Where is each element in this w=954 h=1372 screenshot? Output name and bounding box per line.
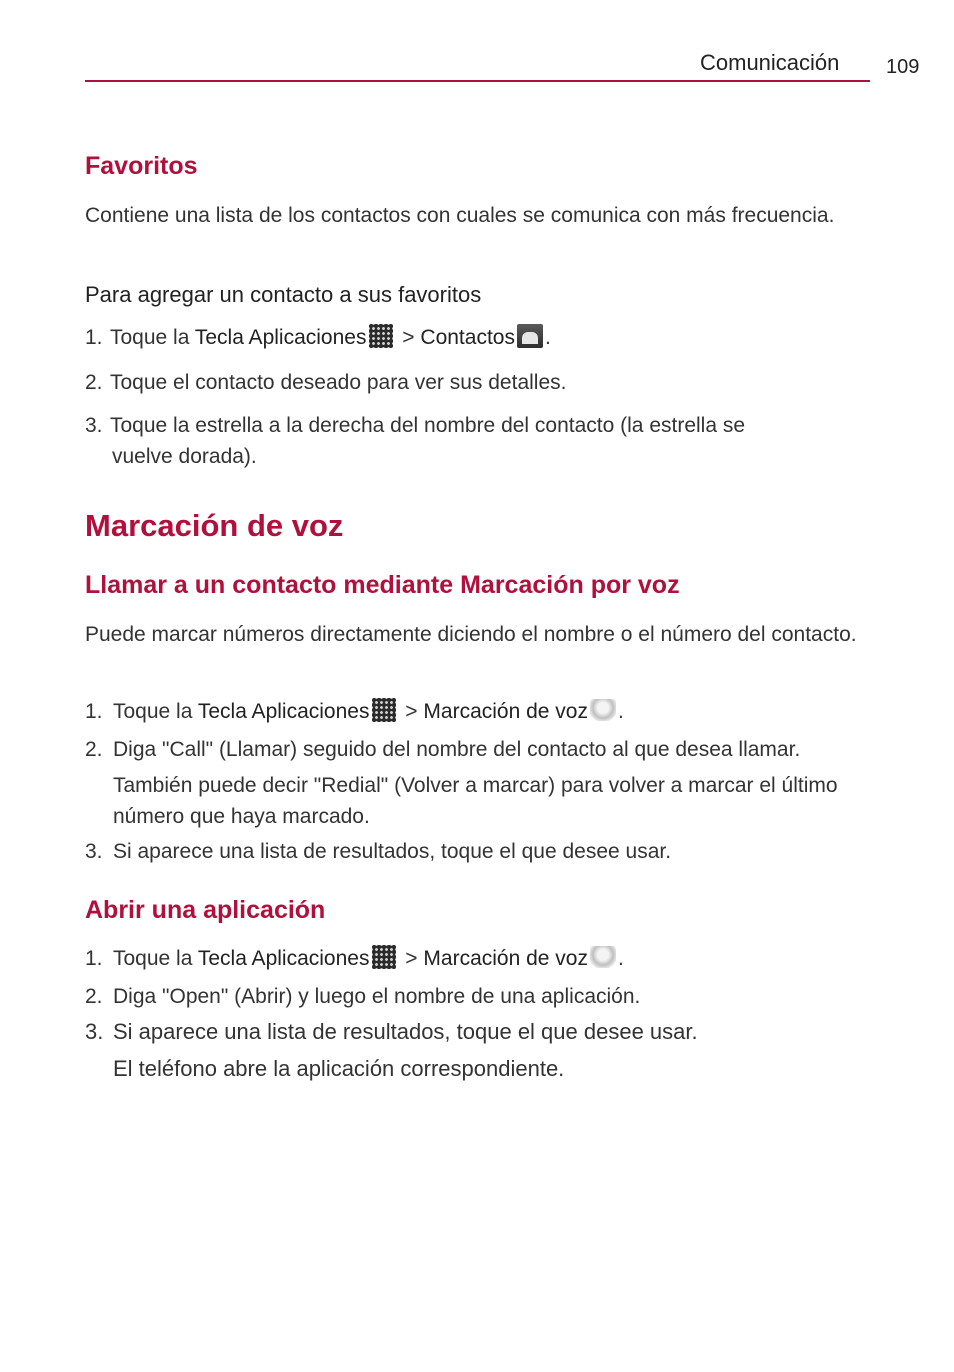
page-number: 109 [886,56,920,78]
contacts-icon [517,324,543,348]
favoritos-intro: Contiene una lista de los contactos con cuales se comunica con más frecuencia. [85,204,835,227]
marcacion-heading: Marcación de voz [85,508,344,543]
step-text: Toque la [110,326,195,349]
favoritos-step-2 [85,367,875,398]
step-separator: > [399,947,424,970]
step-end: . [544,326,551,349]
favoritos-heading: Favoritos [85,152,198,180]
llamar-intro: Puede marcar números directamente diciendo el nombre o el número del contacto. [85,623,857,646]
step-number: 3. [85,1019,104,1044]
step-number: 2. [85,738,103,761]
apps-grid-icon [372,698,396,722]
llamar-step-2 [85,734,875,765]
step-number: 1. [85,947,103,970]
voice-dialer-icon [590,946,616,968]
step-number: 1. [85,700,103,723]
step-number: 3. [85,840,103,863]
favoritos-step-1 [85,322,875,353]
step-text: Toque el contacto deseado para ver sus detalles. [110,371,567,394]
favoritos-step-3 [85,410,875,441]
step-number: 2. [85,985,103,1008]
voice-dialer-label: Marcación de voz [423,700,588,723]
step-text: Diga "Call" (Llamar) seguido del nombre del contacto al que desea llamar. [113,738,801,761]
step-number: 2. [85,371,103,394]
llamar-step-3 [85,836,875,867]
llamar-step-1 [85,696,875,727]
step-text: Toque la [113,700,198,723]
step-separator: > [399,700,424,723]
apps-key-label: Tecla Aplicaciones [194,326,367,349]
step-end: . [617,700,624,723]
abrir-step-2 [85,981,875,1012]
abrir-note: El teléfono abre la aplicación correspondiente. [113,1056,565,1081]
abrir-heading: Abrir una aplicación [85,896,326,924]
llamar-note: También puede decir "Redial" (Volver a marcar) para volver a marcar el último número que haya marcado. [113,774,838,828]
contacts-label: Contactos [420,326,515,349]
voice-dialer-icon [590,699,616,721]
abrir-step-3 [85,1016,875,1047]
header-divider [85,80,870,82]
header-section-title: Comunicación [700,50,840,75]
voice-dialer-label: Marcación de voz [423,947,588,970]
apps-key-label: Tecla Aplicaciones [197,947,370,970]
step-text: Si aparece una lista de resultados, toque el que desee usar. [113,840,672,863]
step-number: 3. [85,414,103,437]
apps-key-label: Tecla Aplicaciones [197,700,370,723]
step-end: . [617,947,624,970]
step-separator: > [396,326,421,349]
step-text: Diga "Open" (Abrir) y luego el nombre de una aplicación. [113,985,641,1008]
step-text: Toque la estrella a la derecha del nombre del contacto (la estrella se [110,414,746,437]
favoritos-subheading: Para agregar un contacto a sus favoritos [85,282,482,307]
step-text: Toque la [113,947,198,970]
apps-grid-icon [372,945,396,969]
apps-grid-icon [369,324,393,348]
step-text: Si aparece una lista de resultados, toque el que desee usar. [113,1019,698,1044]
abrir-step-1 [85,943,875,974]
favoritos-step-3-continued: vuelve dorada). [112,445,257,468]
step-number: 1. [85,326,103,349]
llamar-heading: Llamar a un contacto mediante Marcación por voz [85,571,680,599]
